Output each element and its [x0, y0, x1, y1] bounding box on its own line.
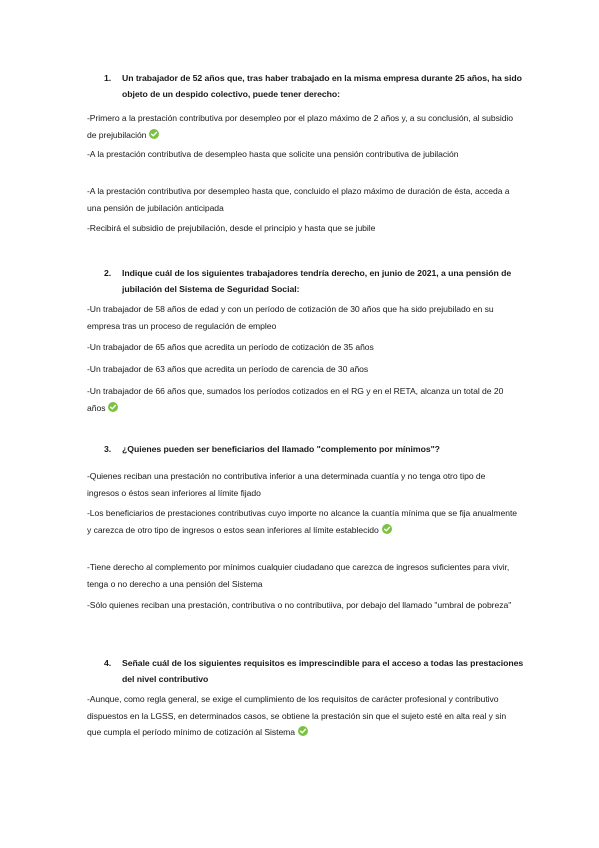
- answer-option: [87, 146, 517, 163]
- check-circle-icon: [149, 129, 159, 139]
- answer-text: -A la prestación contributiva de desempleo hasta que solicite una pensión contributiva de jubilación: [87, 149, 459, 159]
- answer-option: [87, 361, 517, 378]
- answer-text: -Recibirá el subsidio de prejubilación, desde el principio y hasta que se jubile: [87, 223, 376, 233]
- answer-text: -Un trabajador de 65 años que acredita un período de cotización de 35 años: [87, 342, 374, 352]
- answer-text: -Quienes reciban una prestación no contributiva inferior a una determinada cuantía y no tenga otro tipo de ingresos o éstos sean inferiores al límite fijado: [87, 471, 486, 498]
- check-circle-icon: [298, 726, 308, 736]
- answer-option: [87, 220, 517, 237]
- answer-text: -Los beneficiarios de prestaciones contributivas cuyo importe no alcance la cuantía mínima que se fija anualmente y carezca de otro tipo de ingresos o estos sean inferiores al límite establecido: [87, 508, 518, 535]
- question-2: [104, 265, 524, 297]
- answer-text: -Sólo quienes reciban una prestación, contributiva o no contributiiva, por debajo del llamado "umbral de pobreza": [87, 600, 512, 610]
- answer-option: [87, 339, 517, 356]
- answer-text: -Aunque, como regla general, se exige el cumplimiento de los requisitos de carácter profesional y contributivo dispuestos en la LGSS, en determinados casos, se obtiene la prestación sin que el sujeto esté en alta real y sin que cumpla el período mínimo de cotización al Sistema: [87, 694, 507, 737]
- question-number: 4.: [104, 658, 112, 668]
- question-number: 1.: [104, 73, 112, 83]
- question-1: [104, 70, 524, 102]
- answer-text: -Un trabajador de 66 años que, sumados los períodos cotizados en el RG y en el RETA, alcanza un total de 20 años: [87, 386, 504, 413]
- answer-option: [87, 301, 517, 334]
- answer-option: [87, 468, 517, 501]
- answer-text: -Un trabajador de 58 años de edad y con un período de cotización de 30 años que ha sido prejubilado en su empresa tras un proceso de regulación de empleo: [87, 304, 494, 331]
- question-text: Señale cuál de los siguientes requisitos es imprescindible para el acceso a todas las prestaciones del nivel contributivo: [122, 658, 524, 684]
- answer-option: [87, 505, 517, 538]
- check-circle-icon: [108, 402, 118, 412]
- question-text: ¿Quienes pueden ser beneficiarios del llamado "complemento por mínimos"?: [122, 444, 440, 454]
- check-circle-icon: [382, 524, 392, 534]
- question-3: [104, 441, 524, 457]
- answer-option: [87, 597, 517, 614]
- answer-text: -Un trabajador de 63 años que acredita un período de carencia de 30 años: [87, 364, 369, 374]
- answer-text: -A la prestación contributiva por desempleo hasta que, concluido el plazo máximo de duración de ésta, acceda a una pensión de jubilación anticipada: [87, 186, 510, 213]
- answer-option: [87, 691, 517, 741]
- question-4: [104, 655, 524, 687]
- answer-text: -Tiene derecho al complemento por mínimos cualquier ciudadano que carezca de ingresos suficientes para vivir, tenga o no derecho a una pensión del Sistema: [87, 562, 510, 589]
- answer-option: [87, 383, 517, 416]
- question-text: Indique cuál de los siguientes trabajadores tendría derecho, en junio de 2021, a una pensión de jubilación del Sistema de Seguridad Social:: [122, 268, 512, 294]
- question-number: 2.: [104, 268, 112, 278]
- answer-option: [87, 559, 517, 592]
- answer-text: -Primero a la prestación contributiva por desempleo por el plazo máximo de 2 años y, a su conclusión, al subsidio de prejubilación: [87, 113, 514, 140]
- question-text: Un trabajador de 52 años que, tras haber trabajado en la misma empresa durante 25 años, ha sido objeto de un despido colectivo, puede tener derecho:: [122, 73, 522, 99]
- question-number: 3.: [104, 444, 112, 454]
- answer-option: [87, 110, 517, 143]
- answer-option: [87, 183, 517, 216]
